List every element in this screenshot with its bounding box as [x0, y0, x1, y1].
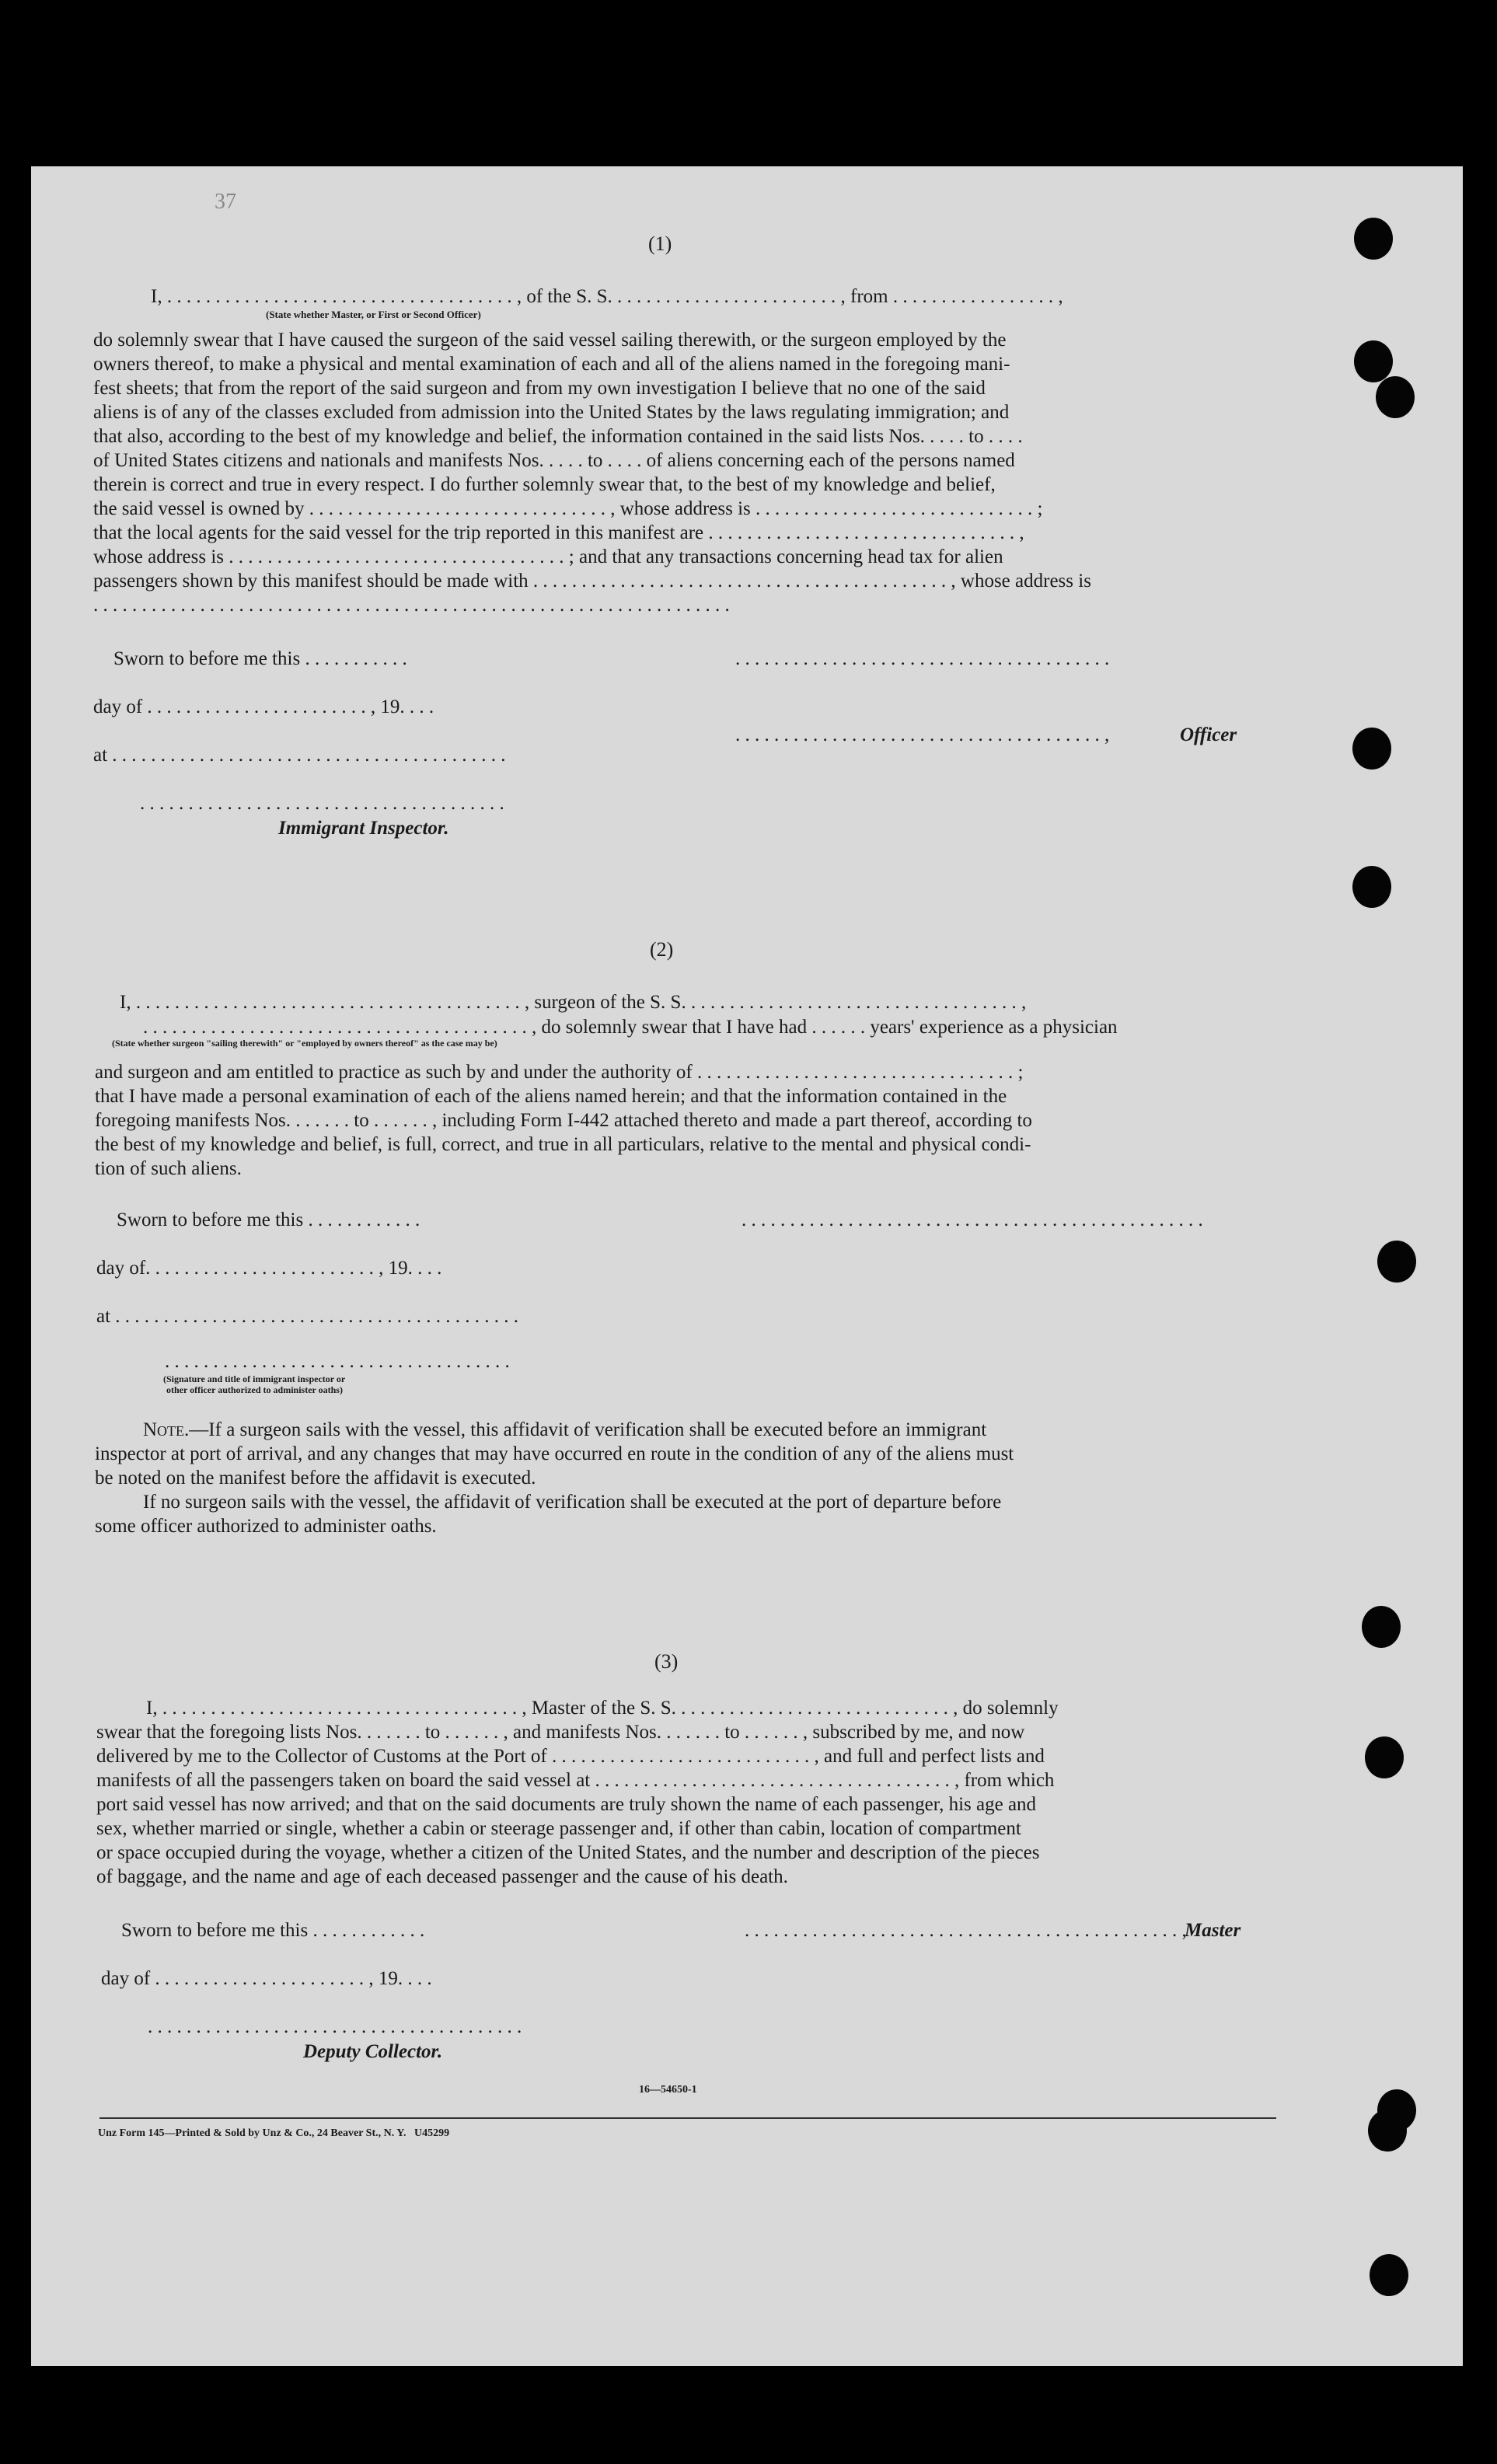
punch-hole: [1377, 2089, 1416, 2131]
oath-line: swear that the foregoing lists Nos. . . . . . . to . . . . . . , and manifests Nos. . . . . . . to . . . . . . , subscribed by me, and now: [96, 1722, 1025, 1743]
oath-line: tion of such aliens.: [95, 1158, 242, 1179]
section-2-signature-caption: other officer authorized to administer oaths): [166, 1384, 343, 1395]
note-text: —If a surgeon sails with the vessel, this affidavit of verification shall be executed before an immigrant: [189, 1419, 987, 1440]
oath-line: whose address is . . . . . . . . . . . . . . . . . . . . . . . . . . . . . . . . . . . ; and that any transactions concerning head tax for alien: [93, 546, 1003, 567]
section-2-signature-caption: (Signature and title of immigrant inspector or: [163, 1373, 346, 1384]
note-line: [95, 1490, 1268, 1514]
section-1-day: day of . . . . . . . . . . . . . . . . . . . . . . . , 19. . . .: [93, 696, 434, 717]
note-line: inspector at port of arrival, and any changes that may have occurred en route in the condition of any of the aliens must: [95, 1443, 1014, 1464]
section-3-day: day of . . . . . . . . . . . . . . . . . . . . . . , 19. . . .: [101, 1968, 432, 1989]
oath-line: do solemnly swear that I have caused the surgeon of the said vessel sailing therewith, or the surgeon employed by the: [93, 330, 1007, 351]
section-1-officer-label: Officer: [1180, 724, 1237, 745]
oath-line: of United States citizens and nationals and manifests Nos. . . . . to . . . . of aliens concerning each of the persons named: [93, 450, 1015, 471]
section-3-number: (3): [654, 1650, 679, 1673]
oath-line: sex, whether married or single, whether a cabin or steerage passenger and, if other than cabin, location of compartment: [96, 1818, 1021, 1839]
punch-hole: [1370, 2254, 1408, 2296]
oath-line: the said vessel is owned by . . . . . . . . . . . . . . . . . . . . . . . . . . . . . . . , whose address is . . . . . . . . . . . . . . . . . . . . . . . . . . . . . ;: [93, 498, 1043, 519]
section-3-master-label: Master: [1185, 1920, 1241, 1941]
oath-line: [96, 1696, 1276, 1720]
section-2-sworn-signature-line: . . . . . . . . . . . . . . . . . . . . . . . . . . . . . . . . . . . . . . . . . . . . . . . .: [742, 1209, 1203, 1230]
oath-line: therein is correct and true in every respect. I do further solemnly swear that, to the best of my knowledge and belief,: [93, 474, 996, 495]
section-1-master-line: I, . . . . . . . . . . . . . . . . . . . . . . . . . . . . . . . . . . . . , of the S. S. . . . . . . . . . . . . . . . . . . . . . . . , from . . . . . . . . . . . . . . . . . ,: [151, 286, 1063, 307]
margin-mark: 37: [215, 190, 236, 214]
section-1-inspector-line: . . . . . . . . . . . . . . . . . . . . . . . . . . . . . . . . . . . . . .: [140, 793, 504, 814]
section-2-note: [95, 1418, 1268, 1538]
form-number: 16—54650-1: [639, 2084, 697, 2096]
punch-hole: [1352, 866, 1391, 908]
manifest-page: [31, 166, 1463, 2366]
punch-hole: [1377, 1241, 1416, 1283]
oath-line: aliens is of any of the classes excluded from admission into the United States by the laws regulating immigration; and: [93, 402, 1010, 423]
section-3-deputy-line: . . . . . . . . . . . . . . . . . . . . . . . . . . . . . . . . . . . . . . .: [148, 2016, 522, 2037]
oath-line: that the local agents for the said vessel for the trip reported in this manifest are . . . . . . . . . . . . . . . . . . . . . . . . . . . . . . . . ,: [93, 522, 1024, 543]
oath-line: manifests of all the passengers taken on board the said vessel at . . . . . . . . . . . . . . . . . . . . . . . . . . . . . . . . . . . . . , from which: [96, 1770, 1055, 1791]
oath-line: fest sheets; that from the report of the said surgeon and from my own investigation I believe that no one of the said: [93, 378, 986, 399]
punch-hole: [1354, 218, 1393, 260]
section-3-master-line: . . . . . . . . . . . . . . . . . . . . . . . . . . . . . . . . . . . . . . . . . . . . . ,: [745, 1920, 1187, 1941]
section-1-inspector-label: Immigrant Inspector.: [278, 818, 449, 839]
section-1-officer-line: . . . . . . . . . . . . . . . . . . . . . . . . . . . . . . . . . . . . . . ,: [735, 724, 1110, 745]
section-2-caption: (State whether surgeon "sailing therewith" or "employed by owners thereof" as the case may be): [112, 1038, 497, 1049]
punch-hole: [1365, 1736, 1404, 1778]
section-3-deputy-label: Deputy Collector.: [303, 2041, 443, 2062]
oath-line: of baggage, and the name and age of each deceased passenger and the cause of his death.: [96, 1866, 788, 1887]
oath-line: owners thereof, to make a physical and mental examination of each and all of the aliens named in the foregoing mani-: [93, 354, 1010, 375]
oath-line: . . . . . . . . . . . . . . . . . . . . . . . . . . . . . . . . . . . . . . . . . . . . . . . . . . . . . . . . . . . . . . . . . .: [93, 595, 730, 616]
section-2-experience-line: . . . . . . . . . . . . . . . . . . . . . . . . . . . . . . . . . . . . . . . . , do solemnly swear that I have had . . . . . . years' experience as a physician: [143, 1017, 1118, 1038]
section-2-number: (2): [650, 938, 674, 961]
section-2-at: at . . . . . . . . . . . . . . . . . . . . . . . . . . . . . . . . . . . . . . . . . .: [96, 1306, 519, 1327]
oath-line: that also, according to the best of my knowledge and belief, the information contained in the said lists Nos. . . . . to . . . .: [93, 426, 1023, 447]
section-2-sworn: Sworn to before me this . . . . . . . . . . . .: [117, 1209, 420, 1230]
oath-line: the best of my knowledge and belief, is full, correct, and true in all particulars, relative to the mental and physical condi-: [95, 1134, 1031, 1155]
section-1-sworn-signature-line: . . . . . . . . . . . . . . . . . . . . . . . . . . . . . . . . . . . . . . .: [735, 648, 1110, 669]
section-1-caption: (State whether Master, or First or Second Officer): [266, 309, 481, 320]
note-label: Note.: [143, 1419, 190, 1440]
oath-line: port said vessel has now arrived; and that on the said documents are truly shown the name of each passenger, his age and: [96, 1794, 1037, 1815]
section-2-surgeon-line: I, . . . . . . . . . . . . . . . . . . . . . . . . . . . . . . . . . . . . . . . . , surgeon of the S. S. . . . . . . . . . . . . . . . . . . . . . . . . . . . . . . . . . . ,: [120, 992, 1027, 1013]
punch-hole: [1354, 340, 1393, 382]
printer-imprint: Unz Form 145—Printed & Sold by Unz & Co., 24 Beaver St., N. Y. U45299: [98, 2127, 450, 2139]
section-2-day: day of. . . . . . . . . . . . . . . . . . . . . . . . , 19. . . .: [96, 1258, 442, 1279]
section-1-oath-text: [93, 328, 1265, 617]
punch-hole: [1362, 1606, 1401, 1648]
section-2-oath-text: [95, 1060, 1268, 1181]
note-line: [95, 1418, 1268, 1442]
oath-text: I, . . . . . . . . . . . . . . . . . . . . . . . . . . . . . . . . . . . . . , Master of the S. S. . . . . . . . . . . . . . . . . . . . . . . . . . . . . , do solemnly: [146, 1698, 1059, 1719]
oath-line: or space occupied during the voyage, whether a citizen of the United States, and the number and description of the pieces: [96, 1842, 1040, 1863]
note-text: If no surgeon sails with the vessel, the affidavit of verification shall be executed at the port of departure before: [143, 1492, 1002, 1513]
note-line: be noted on the manifest before the affidavit is executed.: [95, 1468, 536, 1489]
section-3-sworn: Sworn to before me this . . . . . . . . . . . .: [121, 1920, 425, 1941]
punch-hole: [1352, 728, 1391, 770]
section-1-number: (1): [648, 232, 672, 255]
section-1-at: at . . . . . . . . . . . . . . . . . . . . . . . . . . . . . . . . . . . . . . . . .: [93, 745, 506, 766]
oath-line: and surgeon and am entitled to practice as such by and under the authority of . . . . . . . . . . . . . . . . . . . . . . . . . . . . . . . . . ;: [95, 1062, 1024, 1083]
footer-rule: [99, 2117, 1276, 2119]
oath-line: passengers shown by this manifest should be made with . . . . . . . . . . . . . . . . . . . . . . . . . . . . . . . . . . . . . . . . . . . , whose address is: [93, 571, 1091, 592]
section-2-signature-line: . . . . . . . . . . . . . . . . . . . . . . . . . . . . . . . . . . . .: [165, 1351, 510, 1372]
section-1-sworn: Sworn to before me this . . . . . . . . . . .: [113, 648, 407, 669]
oath-line: delivered by me to the Collector of Customs at the Port of . . . . . . . . . . . . . . . . . . . . . . . . . . . , and full and perfect lists and: [96, 1746, 1045, 1767]
oath-line: foregoing manifests Nos. . . . . . . to . . . . . . , including Form I-442 attached thereto and made a part thereof, according to: [95, 1110, 1032, 1131]
note-line: some officer authorized to administer oaths.: [95, 1516, 437, 1537]
oath-line: that I have made a personal examination of each of the aliens named herein; and that the information contained in the: [95, 1086, 1007, 1107]
punch-hole: [1376, 376, 1415, 418]
section-3-oath-text: [96, 1696, 1276, 1889]
